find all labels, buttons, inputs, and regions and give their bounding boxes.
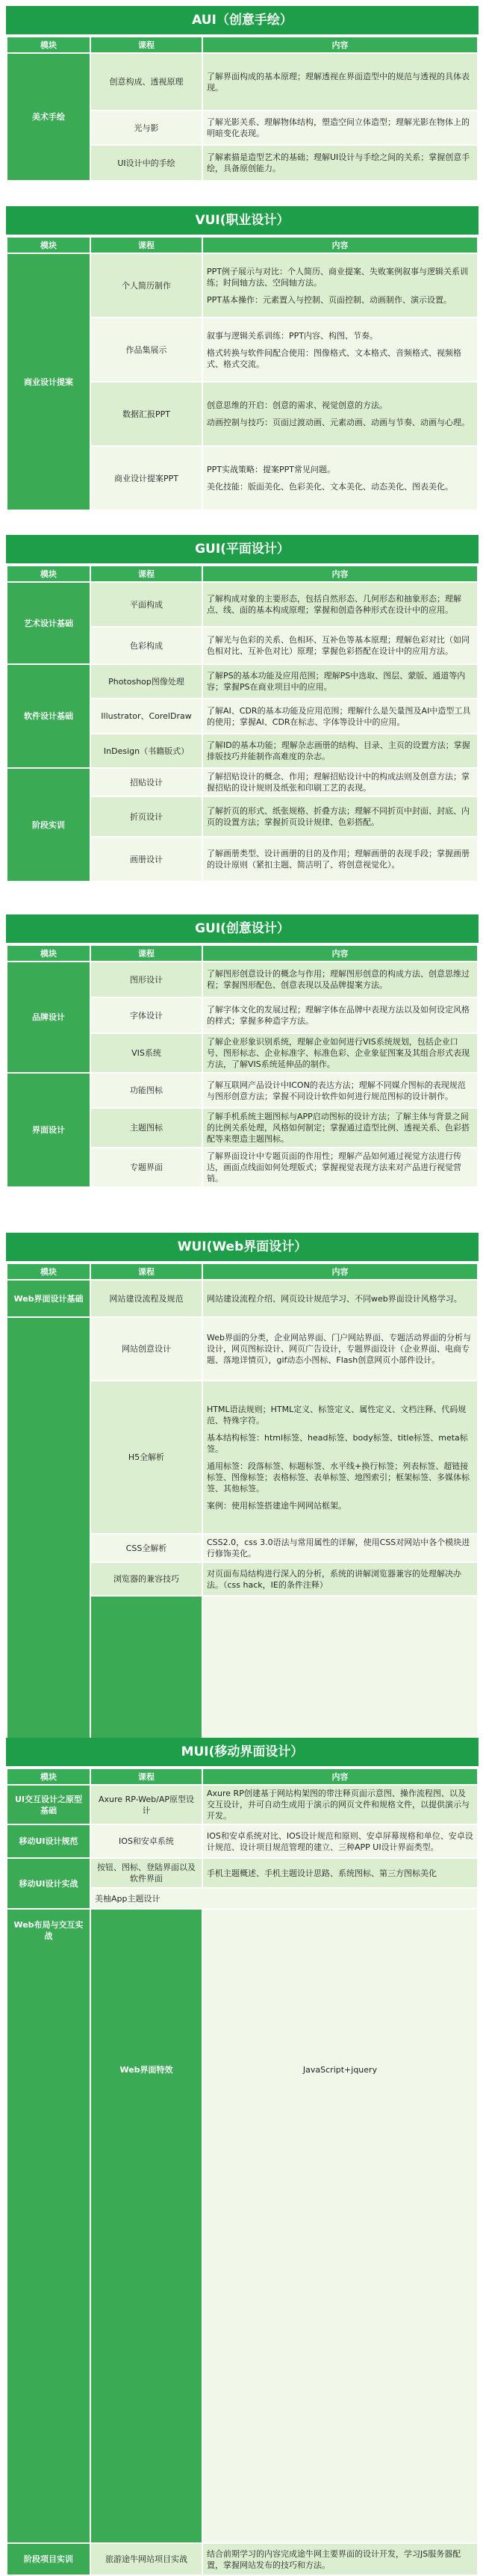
module-cell: 品牌设计 <box>7 962 90 1073</box>
content-cell <box>202 1317 478 1381</box>
course-cell: 作品集展示 <box>90 318 202 382</box>
content-paragraph: 了解字体文化的发展过程；理解字体在品牌中表现方法以及如何设定风格的样式；掌握多种造字方法。 <box>207 1005 470 1026</box>
section-4 <box>6 914 479 1188</box>
table-row <box>7 962 478 997</box>
course-cell: 网站建设流程及规范 <box>90 1280 202 1317</box>
content-cell <box>202 1858 478 1888</box>
table-row <box>7 664 478 699</box>
content-paragraph: 案例：使用标签搭建途牛网网站框架。 <box>207 1500 346 1511</box>
header-module: 模块 <box>7 566 90 582</box>
table-header-row <box>7 945 478 962</box>
content-paragraph: 结合前期学习的内容完成途牛网主要界面的设计开发，学习JS服务器配置，掌握网站发布的技巧和方法。 <box>207 2548 461 2570</box>
section-title: AUI（创意手绘） <box>6 6 479 36</box>
table-row <box>7 253 478 318</box>
content-cell <box>202 446 478 510</box>
content-cell <box>202 768 478 796</box>
header-content: 内容 <box>202 945 478 962</box>
content-paragraph: 了解图形创意设计的概念与作用；理解图形创意的构成方法、创意思维过程；掌握图形配色、创意表现以及品牌提案方法。 <box>207 969 470 990</box>
content-cell <box>202 1108 478 1148</box>
content-cell <box>202 997 478 1033</box>
header-module: 模块 <box>7 37 90 53</box>
section-title: VUI(职业设计） <box>6 206 479 236</box>
header-content: 内容 <box>202 237 478 253</box>
course-cell: 专题界面 <box>90 1148 202 1187</box>
course-cell: IOS和安卓系统 <box>90 1824 202 1858</box>
course-cell: Photoshop图像处理 <box>90 664 202 699</box>
content-cell <box>202 1824 478 1858</box>
course-cell: InDesign（书籍版式） <box>90 734 202 768</box>
content-cell <box>202 1381 478 1534</box>
content-cell <box>202 2543 478 2575</box>
course-cell: CSS全解析 <box>90 1534 202 1562</box>
content-cell <box>202 796 478 837</box>
course-table <box>6 1263 479 2576</box>
course-cell: VIS系统 <box>90 1033 202 1073</box>
module-cell: 阶段实训 <box>7 768 90 882</box>
content-paragraph: 了解界面构成的基本原理；理解透视在界面造型中的规范与透视的具体表现。 <box>207 71 470 93</box>
content-paragraph: 通用标签：段落标签、标题标签、水平线+换行标签；列表标签、超链接标签、图像标签；表格标签、表单标签、地图索引；框架标签、多媒体标签、其他标签。 <box>207 1461 470 1493</box>
table-row <box>7 53 478 111</box>
course-cell: 光与影 <box>90 111 202 145</box>
section-3 <box>6 535 479 882</box>
content-paragraph: 了解光与色彩的关系、色相环、互补色等基本原理；理解色彩对比（如同色相对比、互补色对比）原理；掌握色彩搭配在设计中的应用方法。 <box>207 635 470 656</box>
course-cell: Illustrator、CorelDraw <box>90 699 202 734</box>
course-cell: Axure RP-Web/AP原型设计 <box>90 1785 202 1824</box>
header-content: 内容 <box>202 1768 478 1785</box>
module-cell: Web界面特效 <box>90 1596 202 2543</box>
table-row <box>7 1280 478 1317</box>
module-cell: 阶段项目实训 <box>7 2543 90 2575</box>
content-paragraph: 了解企业形象识别系统，理解企业如何进行VIS系统规划，包括企业口号、图形标志、企业标准字、标准色彩、企业象征图案及其组合形式表现方法，了解VIS系统延伸品的制作。 <box>207 1037 470 1069</box>
content-paragraph: 了解素描是造型艺术的基础；理解UI设计与手绘之间的关系；掌握创意手绘，具备原创能力。 <box>207 152 470 173</box>
header-content: 内容 <box>202 1263 478 1280</box>
table-row <box>7 1785 478 1824</box>
header-content: 内容 <box>202 566 478 582</box>
section-title: GUI(创意设计） <box>6 914 479 944</box>
section-6 <box>6 1738 479 1910</box>
content-cell <box>202 1785 478 1824</box>
content-paragraph: 了解互联网产品设计中ICON的表达方法；理解不同媒介图标的表现规范与图形创意方法；掌握不同设计软件如何进行规范图标的设计制作。 <box>207 1080 466 1101</box>
content-cell <box>202 627 478 664</box>
content-paragraph: Axure RP创建基于网站构架图的带注释页面示意图、操作流程图、以及交互设计，并可自动生成用于演示的网页文件和规格文件，以提供演示与开发。 <box>207 1789 470 1821</box>
content-cell <box>202 962 478 997</box>
content-paragraph: PPT例子展示与对比：个人简历、商业提案、失败案例叙事与逻辑关系训练；时间轴方法、空间轴方法。 <box>207 266 468 288</box>
content-paragraph: 了解ID的基本功能；理解杂志画册的结构、目录、主页的设置方法；掌握排版技巧并能制作高难度的杂志。 <box>207 740 470 761</box>
content-paragraph: 叙事与逻辑关系训练：PPT内容、构图、节奏。 <box>207 330 378 341</box>
course-cell: 商业设计提案PPT <box>90 446 202 510</box>
module-cell: 移动UI设计规范 <box>7 1824 90 1858</box>
course-cell: 色彩构成 <box>90 627 202 664</box>
course-cell: 网站创意设计 <box>90 1317 202 1381</box>
course-cell: 招贴设计 <box>90 768 202 796</box>
table-row <box>7 582 478 627</box>
content-paragraph: PPT实战策略：提案PPT常见问题。 <box>207 465 335 474</box>
course-cell: 旅游途牛网站项目实战 <box>90 2543 202 2575</box>
module-cell: 商业设计提案 <box>7 253 90 510</box>
section-title: MUI(移动界面设计） <box>6 1738 479 1768</box>
course-cell: 浏览器的兼容技巧 <box>90 1562 202 1596</box>
content-paragraph: 美化技能：版面美化、色彩美化、文本美化、动态美化、图表美化。 <box>207 482 453 492</box>
content-paragraph: 了解画册类型、设计画册的目的及作用；理解画册的表现手段；掌握画册的设计原则（紧扣主题、简洁明了、将创意视觉化）。 <box>207 849 470 870</box>
header-module: 模块 <box>7 1768 90 1785</box>
content-cell <box>202 582 478 627</box>
header-course: 课程 <box>90 1768 202 1785</box>
content-cell <box>202 382 478 446</box>
module-cell: UI交互设计之原型基础 <box>7 1785 90 1824</box>
content-cell <box>202 318 478 382</box>
content-paragraph: 基本结构标签：html标签、head标签、body标签、title标签、meta标签。 <box>207 1432 468 1454</box>
course-cell: 功能图标 <box>90 1073 202 1108</box>
table-header-row <box>7 37 478 53</box>
table-header-row <box>7 1768 478 1785</box>
course-cell: 主题图标 <box>90 1108 202 1148</box>
course-cell: JavaScript+jquery <box>202 1596 478 2543</box>
content-paragraph: 了解折页的形式、纸张规格、折叠方法；理解不同折页中封面、封底、内页的设置方法；掌握折页设计规律、色彩搭配。 <box>207 806 470 827</box>
content-cell <box>202 1280 478 1317</box>
content-paragraph: 了解手机系统主题图标与APP启动图标的设计方法；了解主体与背景之间的比例关系处理，风格如何制定；掌握通过造型比例、透视关系、色彩搭配等来塑造主题图标。 <box>207 1112 470 1144</box>
course-cell: 平面构成 <box>90 582 202 627</box>
content-paragraph: IOS和安卓系统对比、IOS设计规范和原则、安卓屏幕规格和单位、安卓设计规范、设计项目规范管理的建立、三种APP UI设计界面类型。 <box>207 1830 473 1852</box>
course-cell: 数据汇报PPT <box>90 382 202 446</box>
content-cell <box>202 1148 478 1187</box>
content-paragraph: 动画控制与技巧：页面过渡动画、元素动画、动画与节奏、动画与心理。 <box>207 418 470 427</box>
content-paragraph: 手机主题概述、手机主题设计思路、系统图标、第三方图标美化 <box>207 1868 437 1878</box>
content-cell <box>202 111 478 145</box>
header-course: 课程 <box>90 566 202 582</box>
content-cell <box>202 1033 478 1073</box>
course-cell: 按钮、图标、登陆界面以及软件界面 <box>90 1858 202 1888</box>
course-cell: 折页设计 <box>90 796 202 837</box>
curriculum-page <box>6 0 477 2570</box>
course-cell: 创意构成、透视原理 <box>90 53 202 111</box>
module-cell: 移动UI设计实战 <box>7 1858 90 1909</box>
course-cell: 字体设计 <box>90 997 202 1033</box>
content-paragraph: 了解界面设计中专题页面的作用性；理解产品如何通过视觉方法进行传达，画面点线面如何处理版式；掌握视觉表现方法来对产品进行视觉营销。 <box>207 1151 461 1183</box>
content-paragraph: 了解招贴设计的概念、作用；理解招贴设计中的构成法则及创意方法；掌握招贴的设计规则及纸张和印刷工艺的表现。 <box>207 772 470 793</box>
module-cell: Web界面设计基础 <box>7 1280 90 1317</box>
content-cell <box>202 734 478 768</box>
course-table <box>6 36 479 182</box>
content-paragraph: Web界面的分类，企业网站界面、门户网站界面、专题活动界面的分析与设计，网页图标设计、网页广告设计，专题界面设计（企业界面、电商专题、落地详情页），gif动态小图标、Flash创意网页小部件设计。 <box>207 1333 471 1365</box>
content-paragraph: 了解PS的基本功能及应用范围；理解PS中选取、图层、蒙版、通道等内容；掌握PS在商业项目中的应用。 <box>207 671 466 692</box>
module-cell: 软件设计基础 <box>7 664 90 768</box>
course-cell: 美柚App主题设计 <box>90 1888 478 1909</box>
content-paragraph: PPT基本操作：元素置入与控制、页面控制、动画制作、演示设置。 <box>207 294 452 305</box>
header-module: 模块 <box>7 945 90 962</box>
table-row <box>7 1824 478 1858</box>
table-header-row <box>7 1263 478 1280</box>
course-table <box>6 1768 479 1910</box>
content-cell <box>202 253 478 318</box>
table-row <box>7 1073 478 1108</box>
course-cell: UI设计中的手绘 <box>90 145 202 181</box>
content-cell <box>202 1562 478 1596</box>
content-paragraph: 对页面布局结构进行深入的分析，系统的讲解浏览器兼容的处理解决办法。（css hack，IE的条件注释） <box>207 1568 461 1590</box>
course-table <box>6 236 479 511</box>
table-row <box>7 768 478 796</box>
course-table <box>6 944 479 1188</box>
table-row <box>7 1858 478 1888</box>
course-cell: 画册设计 <box>90 837 202 882</box>
content-paragraph: 创意思维的开启：创意的需求、视觉创意的方法。 <box>207 400 387 410</box>
course-cell: 图形设计 <box>90 962 202 997</box>
section-2 <box>6 206 479 511</box>
section-title: WUI(Web界面设计） <box>6 1233 479 1263</box>
table-header-row <box>7 566 478 582</box>
content-cell <box>202 837 478 882</box>
section-title: GUI(平面设计） <box>6 535 479 565</box>
content-paragraph: 了解构成对象的主要形态，包括自然形态、几何形态和抽象形态；理解点、线、面的基本构成原理；掌握和创造各种形式在设计中的应用。 <box>207 594 461 615</box>
content-paragraph: 格式转换与软件间配合使用：图像格式、文本格式、音频格式、视频格式、格式交流。 <box>207 347 461 369</box>
course-cell: 个人简历制作 <box>90 253 202 318</box>
module-cell: 美术手绘 <box>7 53 90 181</box>
content-cell <box>202 1073 478 1108</box>
section-1 <box>6 6 479 182</box>
content-cell <box>202 1534 478 1562</box>
header-module: 模块 <box>7 1263 90 1280</box>
header-content: 内容 <box>202 37 478 53</box>
course-cell: H5全解析 <box>90 1381 202 1534</box>
table-header-row <box>7 237 478 253</box>
content-paragraph: CSS2.0，css 3.0语法与常用属性的详解，使用CSS对网站中各个模块进行修饰美化。 <box>207 1538 470 1558</box>
header-course: 课程 <box>90 945 202 962</box>
content-cell <box>202 664 478 699</box>
module-cell: 艺术设计基础 <box>7 582 90 664</box>
header-course: 课程 <box>90 1263 202 1280</box>
table-row <box>7 2543 478 2575</box>
module-cell: 界面设计 <box>7 1073 90 1187</box>
content-cell <box>202 53 478 111</box>
content-paragraph: 网站建设流程介绍、网页设计规范学习、不同web界面设计风格学习。 <box>207 1293 462 1304</box>
content-cell <box>202 699 478 734</box>
content-paragraph: HTML语法规则；HTML定义、标签定义、属性定义、文档注释、代码规范、特殊字符。 <box>207 1404 467 1425</box>
content-paragraph: 了解光影关系、理解物体结构，塑造空间立体造型；理解光影在物体上的明暗变化表现。 <box>207 117 470 138</box>
content-paragraph: 了解AI、CDR的基本功能及应用范围；理解什么是矢量图及AI中造型工具的使用；掌握AI、CDR在标志、字体等设计中的应用。 <box>207 705 471 727</box>
table-row <box>7 1317 478 1381</box>
header-course: 课程 <box>90 237 202 253</box>
header-course: 课程 <box>90 37 202 53</box>
header-module: 模块 <box>7 237 90 253</box>
course-table <box>6 565 479 882</box>
module-cell: Web布局与交互实战 <box>7 1317 90 2543</box>
content-cell <box>202 145 478 181</box>
